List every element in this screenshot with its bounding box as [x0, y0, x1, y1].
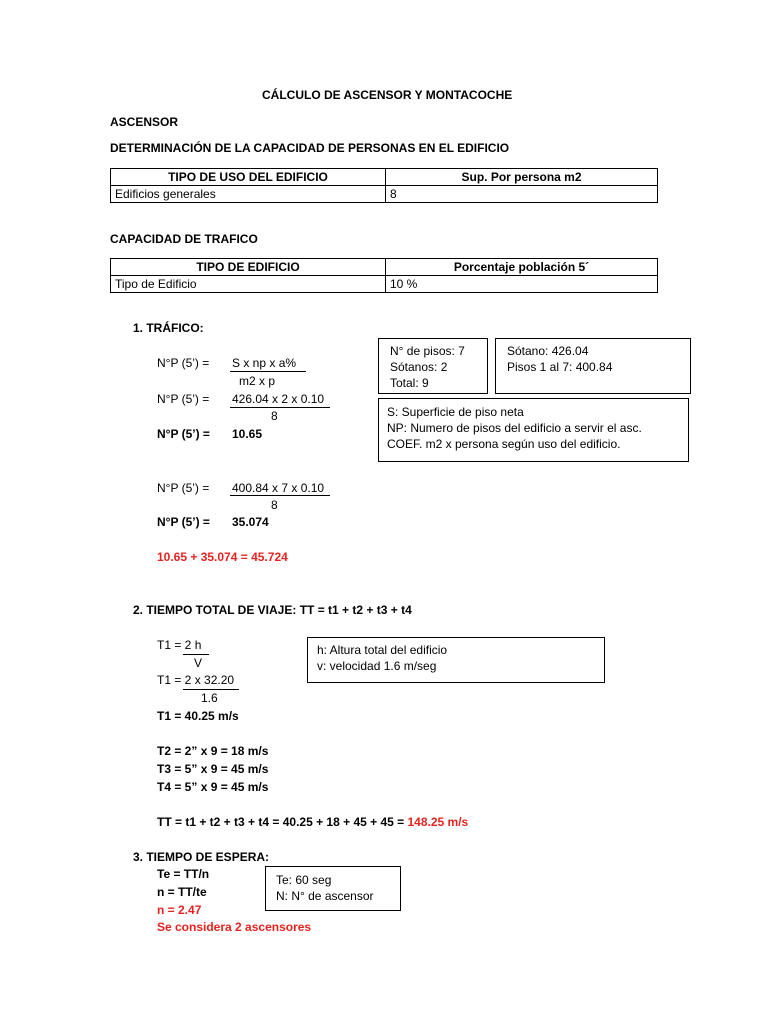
section-ascensor: ASCENSOR [110, 115, 179, 129]
info-line: COEF. m2 x persona según uso del edificio. [387, 437, 621, 451]
section-trafico: CAPACIDAD DE TRAFICO [110, 232, 258, 246]
result-t4: T4 = 5” x 9 = 45 m/s [157, 780, 269, 794]
formula-denominator: V [194, 656, 203, 670]
info-line: h: Altura total del edificio [317, 643, 448, 657]
formula-label: N°P (5’) = [157, 392, 210, 406]
table-row [111, 186, 658, 203]
info-line: Pisos 1 al 7: 400.84 [507, 360, 613, 374]
info-line: N: N° de ascensor [276, 889, 374, 903]
info-line: NP: Numero de pisos del edificio a servir el asc. [387, 421, 642, 435]
table-row [111, 276, 658, 293]
table-header-cell: Porcentaje población 5´ [386, 259, 658, 276]
table-cell: Tipo de Edificio [111, 276, 386, 293]
info-line: Te: 60 seg [276, 873, 332, 887]
sum-result: 10.65 + 35.074 = 45.724 [157, 550, 288, 564]
info-line: S: Superficie de piso neta [387, 405, 524, 419]
table-cell: 8 [386, 186, 658, 203]
info-line: v: velocidad 1.6 m/seg [317, 659, 437, 673]
result-value: 10.65 [232, 427, 263, 441]
result-t1: T1 = 40.25 m/s [157, 709, 239, 723]
info-line: N° de pisos: 7 [390, 344, 465, 358]
formula-numerator: 400.84 x 7 x 0.10 [232, 481, 325, 495]
result-label: N°P (5’) = [157, 427, 210, 441]
formula-numerator: 426.04 x 2 x 0.10 [232, 392, 325, 406]
item-tiempo-espera-heading: 3. TIEMPO DE ESPERA: [133, 850, 270, 864]
result-t2: T2 = 2” x 9 = 18 m/s [157, 744, 269, 758]
page-title: CÁLCULO DE ASCENSOR Y MONTACOCHE [262, 88, 513, 102]
section-capacidad: DETERMINACIÓN DE LA CAPACIDAD DE PERSONAS EN EL EDIFICIO [110, 141, 510, 155]
total-time-line [157, 815, 468, 829]
info-line: Sótanos: 2 [390, 360, 448, 374]
table-header-row [111, 259, 658, 276]
formula-denominator: 8 [271, 498, 278, 512]
formula-denominator: m2 x p [239, 374, 276, 388]
info-box-definiciones [378, 398, 689, 462]
fraction-line [230, 407, 330, 408]
info-box-pisos [378, 338, 488, 394]
formula-n: n = TT/te [157, 885, 207, 899]
result-n: n = 2.47 [157, 903, 202, 917]
info-line: Sótano: 426.04 [507, 344, 589, 358]
table-header-cell: TIPO DE EDIFICIO [111, 259, 386, 276]
info-box-espera [265, 866, 401, 911]
table-header-cell: TIPO DE USO DEL EDIFICIO [111, 169, 386, 186]
total-time-result: 148.25 m/s [407, 815, 469, 829]
formula-numerator: S x np x a% [232, 356, 297, 370]
formula-t1: T1 = 2 h [157, 638, 202, 652]
fraction-line [230, 371, 306, 372]
table-tipo-edificio [110, 258, 658, 293]
fraction-line [183, 689, 239, 690]
table-header-cell: Sup. Por persona m2 [386, 169, 658, 186]
result-t3: T3 = 5” x 9 = 45 m/s [157, 762, 269, 776]
formula-label: N°P (5’) = [157, 356, 210, 370]
conclusion: Se considera 2 ascensores [157, 920, 312, 934]
table-cell: Edificios generales [111, 186, 386, 203]
formula-denominator: 1.6 [201, 691, 218, 705]
info-box-sotano [495, 338, 691, 394]
result-label: N°P (5’) = [157, 515, 210, 529]
fraction-line [230, 495, 330, 496]
formula-t1-values: T1 = 2 x 32.20 [157, 673, 235, 687]
table-cell: 10 % [386, 276, 658, 293]
item-trafico-heading: 1. TRÁFICO: [133, 321, 204, 335]
fraction-line [183, 654, 209, 655]
formula-label: N°P (5’) = [157, 481, 210, 495]
total-time-formula: TT = t1 + t2 + t3 + t4 = 40.25 + 18 + 45 + 45 = [157, 815, 408, 829]
item-tiempo-viaje-heading: 2. TIEMPO TOTAL DE VIAJE: TT = t1 + t2 + t3 + t4 [133, 603, 412, 617]
table-header-row [111, 169, 658, 186]
info-box-altura [307, 637, 605, 683]
info-line: Total: 9 [390, 376, 429, 390]
formula-te: Te = TT/n [157, 867, 210, 881]
formula-denominator: 8 [271, 409, 278, 423]
result-value: 35.074 [232, 515, 269, 529]
table-uso-edificio [110, 168, 658, 203]
